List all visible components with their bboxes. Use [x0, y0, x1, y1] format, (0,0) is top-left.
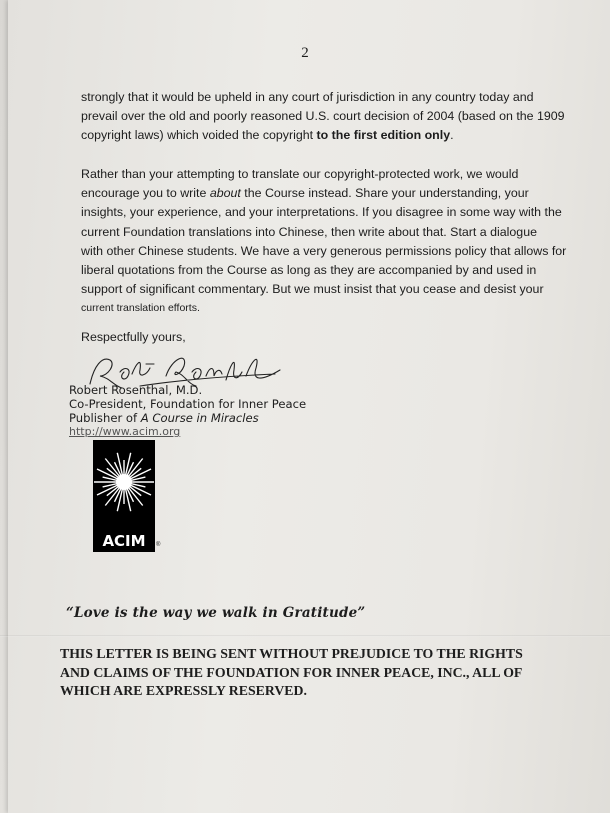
website-link[interactable]: http://www.acim.org [69, 425, 181, 438]
paragraph-2-line: insights, your experience, and your interpretations. If you disagree in some way with the [81, 205, 562, 220]
italic-text-run: about [209, 186, 241, 201]
starburst-icon [94, 444, 154, 524]
paragraph-2-line: liberal quotations from the Course as long as they are accompanied by and used in [81, 263, 537, 278]
text-run: encourage you to write [81, 186, 210, 201]
paragraph-2-line [81, 184, 581, 203]
quote: “Love is the way we walk in Gratitude” [66, 605, 366, 621]
logo-text: ACIM [102, 532, 146, 550]
bold-text-run: to the first edition only [316, 128, 451, 143]
paragraph-2-line: with other Chinese students. We have a very generous permissions policy that allows for [81, 243, 567, 258]
paragraph-1-line: strongly that it would be upheld in any court of jurisdiction in any country today and [81, 90, 534, 104]
signer-name: Robert Rosenthal, M.D. [69, 383, 203, 397]
signer-title: Co-President, Foundation for Inner Peace [69, 397, 307, 411]
legal-disclaimer [60, 645, 560, 701]
paragraph-2-line: current Foundation translations into Chinese, then write about that. Start a dialogue [81, 224, 537, 239]
acim-logo [93, 440, 155, 552]
page-number: 2 [301, 45, 309, 61]
paragraph-1 [81, 88, 581, 146]
text-run: copyright laws) which voided the copyright [81, 128, 317, 143]
paragraph-1-line [81, 126, 581, 145]
disclaimer-line: AND CLAIMS OF THE FOUNDATION FOR INNER PEACE, INC., ALL OF [60, 664, 523, 680]
text-run: the Course instead. Share your understanding, your [240, 186, 529, 201]
disclaimer-line: WHICH ARE EXPRESSLY RESERVED. [60, 683, 307, 698]
paragraph-1-line: prevail over the old and poorly reasoned U.S. court decision of 2004 (based on the 1909 [81, 109, 565, 124]
disclaimer-line: THIS LETTER IS BEING SENT WITHOUT PREJUDICE TO THE RIGHTS [60, 646, 523, 661]
signer-publisher [69, 411, 306, 425]
paragraph-2-line: support of significant commentary. But we must insist that you cease and desist your [81, 282, 544, 297]
paragraph-2-line: current translation efforts. [81, 302, 200, 315]
text-run: . [450, 128, 454, 143]
paper-fold [0, 635, 610, 637]
signature-block [69, 383, 306, 439]
book-title: A Course in Miracles [140, 411, 259, 425]
registered-mark: ® [156, 542, 161, 548]
closing-salutation: Respectfully yours, [81, 330, 186, 344]
paragraph-2-line: Rather than your attempting to translate our copyright-protected work, we would [81, 167, 519, 181]
text-run: Publisher of [69, 411, 141, 425]
paragraph-2 [81, 165, 581, 319]
